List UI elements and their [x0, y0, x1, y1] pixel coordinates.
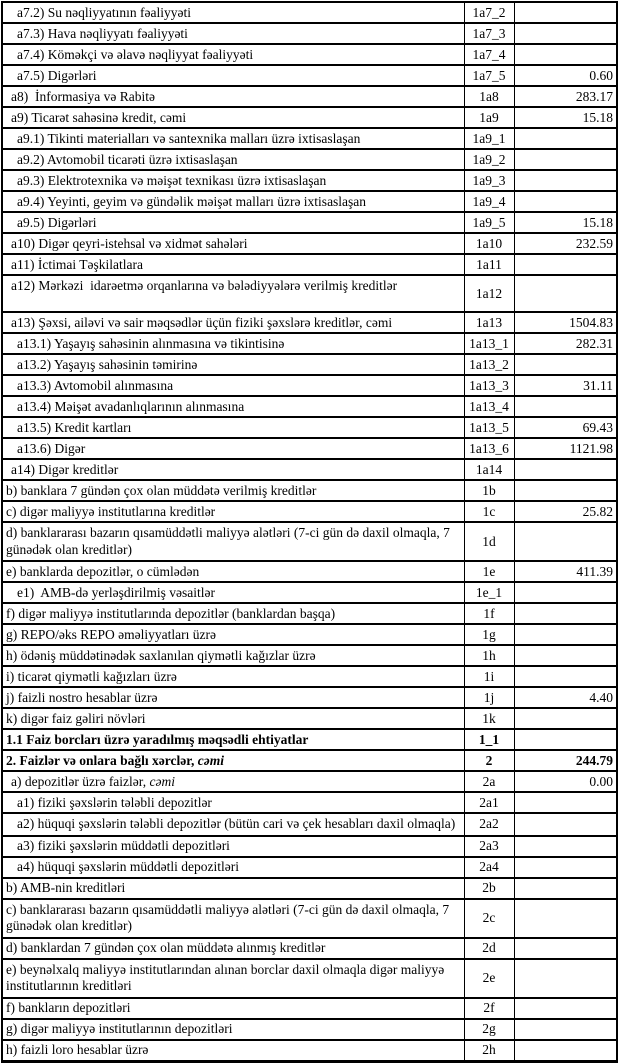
- row-code: 2f: [464, 998, 514, 1019]
- row-code: 1d: [464, 522, 514, 561]
- table-row: [2, 561, 617, 582]
- row-label-text: b) banklara 7 gündən çox olan müddətə verilmiş kreditlər: [6, 482, 317, 498]
- row-label: [2, 191, 464, 212]
- row-code: 1a11: [464, 254, 514, 275]
- row-label: [2, 836, 464, 857]
- table-row: [2, 312, 617, 333]
- table-row: [2, 1040, 617, 1062]
- row-label: [2, 312, 464, 333]
- row-value: 15.18: [514, 212, 617, 233]
- row-value: [514, 603, 617, 624]
- row-code: 1a13_3: [464, 375, 514, 396]
- row-value: [514, 857, 617, 878]
- row-value: 0.00: [514, 771, 617, 792]
- row-label-text: a13.1) Yaşayış sahəsinin alınmasına və tikintisinə: [17, 335, 285, 351]
- table-row: [2, 333, 617, 354]
- row-label-text: a) depozitlər üzrə faizlər,: [11, 773, 150, 789]
- row-label-text: a11) İctimai Təşkilatlara: [11, 256, 143, 272]
- row-label: [2, 354, 464, 375]
- row-value: [514, 354, 617, 375]
- row-code: 1a9_5: [464, 212, 514, 233]
- row-value: [514, 254, 617, 275]
- row-label-text: h) ödəniş müddətinədək saxlanılan qiymətli kağızlar üzrə: [6, 647, 316, 663]
- table-row: [2, 792, 617, 813]
- row-label-text: j) faizli nostro hesablar üzrə: [6, 689, 158, 705]
- row-code: 2a2: [464, 813, 514, 836]
- row-label: [2, 417, 464, 438]
- row-label: [2, 333, 464, 354]
- row-label: [2, 878, 464, 899]
- row-label-text: a3) fiziki şəxslərin müddətli depozitləri: [17, 838, 230, 853]
- row-code: 1a10: [464, 233, 514, 254]
- table-row: [2, 687, 617, 708]
- table-row: [2, 170, 617, 191]
- table-row: [2, 375, 617, 396]
- row-label-text: a7.4) Köməkçi və əlavə nəqliyyat fəaliyyəti: [17, 46, 254, 62]
- row-code: 1c: [464, 501, 514, 522]
- row-code: 2a3: [464, 836, 514, 857]
- row-label: [2, 561, 464, 582]
- row-label: [2, 480, 464, 501]
- row-value: [514, 878, 617, 899]
- row-value: [514, 666, 617, 687]
- row-code: 1a9_2: [464, 149, 514, 170]
- row-code: 2e: [464, 959, 514, 998]
- row-label: [2, 212, 464, 233]
- row-code: 1f: [464, 603, 514, 624]
- table-row: [2, 729, 617, 750]
- row-code: 1j: [464, 687, 514, 708]
- row-label: [2, 857, 464, 878]
- table-row: [2, 354, 617, 375]
- row-label-text: d) banklardan 7 gündən çox olan müddətə alınmış kreditlər: [6, 940, 326, 955]
- table-row: [2, 959, 617, 998]
- row-value: [514, 708, 617, 729]
- row-label: [2, 813, 464, 836]
- table-row: [2, 254, 617, 275]
- row-value: 283.17: [514, 86, 617, 107]
- table-row: [2, 603, 617, 624]
- row-value: [514, 582, 617, 603]
- row-value: [514, 275, 617, 312]
- row-label: [2, 687, 464, 708]
- row-code: 2d: [464, 938, 514, 959]
- row-label-text: a9.4) Yeyinti, geyim və gündəlik məişət malları üzrə ixtisaslaşan: [17, 193, 367, 209]
- row-label-text: e) beynəlxalq maliyyə institutlarından alınan borclar daxil olmaqla digər maliyyə institutlarının kreditləri: [6, 961, 448, 993]
- row-label: [2, 729, 464, 750]
- row-value: [514, 836, 617, 857]
- table-row: [2, 878, 617, 899]
- row-code: 1a9_3: [464, 170, 514, 191]
- row-code: 1_1: [464, 729, 514, 750]
- row-label: [2, 44, 464, 65]
- row-label: [2, 23, 464, 44]
- row-label: [2, 582, 464, 603]
- row-value: [514, 998, 617, 1019]
- table-row: [2, 275, 617, 312]
- row-label-text: a10) Digər qeyri-istehsal və xidmət sahələri: [11, 235, 248, 251]
- row-code: 1h: [464, 645, 514, 666]
- table-row: [2, 86, 617, 107]
- row-code: 1a12: [464, 275, 514, 312]
- row-label: [2, 1040, 464, 1062]
- row-code: 2: [464, 750, 514, 771]
- table-row: [2, 212, 617, 233]
- row-code: 1a9_4: [464, 191, 514, 212]
- row-value: [514, 522, 617, 561]
- row-label: [2, 396, 464, 417]
- table-row: [2, 899, 617, 938]
- table-row: [2, 1019, 617, 1040]
- row-label: [2, 275, 464, 312]
- row-label: [2, 2, 464, 23]
- row-value: [514, 44, 617, 65]
- table-row: [2, 708, 617, 729]
- row-value: [514, 191, 617, 212]
- row-label: [2, 375, 464, 396]
- row-code: 1b: [464, 480, 514, 501]
- row-code: 1a9: [464, 107, 514, 128]
- row-label-text: a13.4) Məişət avadanlıqlarının alınmasına: [17, 398, 245, 414]
- table-row: [2, 44, 617, 65]
- row-code: 2a4: [464, 857, 514, 878]
- row-value: [514, 23, 617, 44]
- table-row: [2, 666, 617, 687]
- table-row: [2, 771, 617, 792]
- table-row: [2, 480, 617, 501]
- row-code: 2a: [464, 771, 514, 792]
- row-value: 232.59: [514, 233, 617, 254]
- row-label-text: a13) Şəxsi, ailəvi və sair məqsədlər üçün fiziki şəxslərə kreditlər, cəmi: [11, 314, 393, 330]
- table-row: [2, 233, 617, 254]
- row-code: 1a13_1: [464, 333, 514, 354]
- row-label-text: a13.2) Yaşayış sahəsinin təmirinə: [17, 356, 198, 372]
- row-value: [514, 2, 617, 23]
- row-label-text: k) digər faiz gəliri növləri: [6, 710, 146, 726]
- row-value: [514, 128, 617, 149]
- row-value: 15.18: [514, 107, 617, 128]
- row-label-text: c) digər maliyyə institutlarına kreditlər: [6, 503, 216, 519]
- row-code: 2g: [464, 1019, 514, 1040]
- row-label-text: a7.5) Digərləri: [17, 67, 97, 83]
- row-value: [514, 792, 617, 813]
- table-row: [2, 128, 617, 149]
- table-row: [2, 191, 617, 212]
- row-label: [2, 708, 464, 729]
- row-label-text: a7.2) Su nəqliyyatının fəaliyyəti: [17, 4, 191, 20]
- row-label-text: a12) Mərkəzi idarəetmə orqanlarına və bələdiyyələrə verilmiş kreditlər: [11, 277, 398, 293]
- table-row: [2, 65, 617, 86]
- table-row: [2, 836, 617, 857]
- row-code: 1a7_4: [464, 44, 514, 65]
- row-label-text: a9.2) Avtomobil ticarəti üzrə ixtisaslaşan: [17, 151, 238, 167]
- row-label: [2, 771, 464, 792]
- row-value: [514, 459, 617, 480]
- row-label: [2, 624, 464, 645]
- row-label: [2, 998, 464, 1019]
- row-label-text: a1) fiziki şəxslərin tələbli depozitlər: [17, 794, 212, 810]
- row-value: 411.39: [514, 561, 617, 582]
- row-label: [2, 899, 464, 938]
- row-code: 2a1: [464, 792, 514, 813]
- row-label: [2, 65, 464, 86]
- table-body: [2, 2, 617, 1061]
- row-label-text: i) ticarət qiymətli kağızları üzrə: [6, 668, 177, 684]
- row-code: 1a13_6: [464, 438, 514, 459]
- table-row: [2, 396, 617, 417]
- row-label-text: g) REPO/əks REPO əməliyyatları üzrə: [6, 626, 216, 642]
- row-code: 2c: [464, 899, 514, 938]
- row-value: 244.79: [514, 750, 617, 771]
- row-value: 1121.98: [514, 438, 617, 459]
- row-label: [2, 149, 464, 170]
- row-code: 1a7_5: [464, 65, 514, 86]
- row-value: 25.82: [514, 501, 617, 522]
- row-value: 282.31: [514, 333, 617, 354]
- row-label-text: a2) hüquqi şəxslərin tələbli depozitlər (bütün cari və çek hesabları daxil olmaqla): [17, 816, 456, 831]
- table-row: [2, 582, 617, 603]
- table-row: [2, 23, 617, 44]
- row-label-text: a13.6) Digər: [17, 440, 86, 456]
- row-code: 1i: [464, 666, 514, 687]
- row-label-text: e1) AMB-də yerləşdirilmiş vəsaitlər: [17, 584, 215, 600]
- row-label: [2, 603, 464, 624]
- table-row: [2, 624, 617, 645]
- row-value: [514, 899, 617, 938]
- row-code: 1g: [464, 624, 514, 645]
- report-table: [1, 1, 618, 1063]
- row-value: [514, 480, 617, 501]
- row-label-text: a9.5) Digərləri: [17, 214, 97, 230]
- row-label: [2, 959, 464, 998]
- row-value: [514, 396, 617, 417]
- row-label-text: a13.5) Kredit kartları: [17, 419, 132, 435]
- row-label: [2, 254, 464, 275]
- row-value: 0.60: [514, 65, 617, 86]
- row-value: [514, 813, 617, 836]
- row-code: 1a13: [464, 312, 514, 333]
- row-code: 1a7_3: [464, 23, 514, 44]
- row-label: [2, 501, 464, 522]
- row-label: [2, 233, 464, 254]
- row-label-text: b) AMB-nin kreditləri: [6, 880, 126, 895]
- row-label-text: a13.3) Avtomobil alınmasına: [17, 377, 174, 393]
- row-value: [514, 149, 617, 170]
- row-label-text: f) digər maliyyə institutlarında depozitlər (banklardan başqa): [6, 605, 336, 621]
- row-code: 1a8: [464, 86, 514, 107]
- row-label-text: d) banklararası bazarın qısamüddətli maliyyə alətləri (7-ci gün də daxil olmaqla, 7 günədək olan kreditlər): [6, 525, 454, 557]
- row-label-text: h) faizli loro hesablar üzrə: [6, 1042, 149, 1057]
- row-label: [2, 459, 464, 480]
- row-code: 1k: [464, 708, 514, 729]
- row-value: [514, 645, 617, 666]
- row-label-text: a9) Ticarət sahəsinə kredit, cəmi: [11, 109, 187, 125]
- row-value: 69.43: [514, 417, 617, 438]
- row-label: [2, 750, 464, 771]
- row-label: [2, 645, 464, 666]
- row-label-text: a4) hüquqi şəxslərin müddətli depozitləri: [17, 859, 239, 874]
- row-label: [2, 522, 464, 561]
- row-code: 1a13_5: [464, 417, 514, 438]
- row-code: 1e: [464, 561, 514, 582]
- row-label-text: c) banklararası bazarın qısamüddətli maliyyə alətləri (7-ci gün də daxil olmaqla, 7 günədək olan kreditlər): [6, 901, 453, 933]
- table-row: [2, 645, 617, 666]
- row-value: [514, 729, 617, 750]
- row-label-italic-suffix: cəmi: [197, 752, 224, 768]
- row-label: [2, 792, 464, 813]
- row-label-text: a14) Digər kreditlər: [11, 461, 119, 477]
- table-row: [2, 438, 617, 459]
- row-value: [514, 1040, 617, 1062]
- row-label-text: f) bankların depozitləri: [6, 1000, 131, 1015]
- table-row: [2, 417, 617, 438]
- row-code: 1a13_4: [464, 396, 514, 417]
- row-label-italic-suffix: cəmi: [149, 773, 175, 789]
- table-row: [2, 501, 617, 522]
- row-value: [514, 624, 617, 645]
- table-row: [2, 998, 617, 1019]
- row-code: 1a9_1: [464, 128, 514, 149]
- row-label-text: 1.1 Faiz borcları üzrə yaradılmış məqsədli ehtiyatlar: [6, 731, 309, 747]
- row-value: 1504.83: [514, 312, 617, 333]
- row-label: [2, 938, 464, 959]
- table-row: [2, 459, 617, 480]
- row-label: [2, 1019, 464, 1040]
- table-row: [2, 522, 617, 561]
- row-label: [2, 128, 464, 149]
- row-label: [2, 107, 464, 128]
- row-code: 1a13_2: [464, 354, 514, 375]
- row-label: [2, 666, 464, 687]
- row-code: 2h: [464, 1040, 514, 1062]
- table-row: [2, 813, 617, 836]
- row-code: 1a7_2: [464, 2, 514, 23]
- row-value: [514, 959, 617, 998]
- table-row: [2, 107, 617, 128]
- row-label-text: a7.3) Hava nəqliyyatı fəaliyyəti: [17, 25, 188, 41]
- row-label-text: e) banklarda depozitlər, o cümlədən: [6, 563, 200, 579]
- row-label: [2, 86, 464, 107]
- row-code: 1a14: [464, 459, 514, 480]
- row-code: 1e_1: [464, 582, 514, 603]
- table-row: [2, 2, 617, 23]
- row-label-text: 2. Faizlər və onlara bağlı xərclər,: [6, 752, 198, 768]
- table-row: [2, 938, 617, 959]
- table-row: [2, 149, 617, 170]
- row-label-text: a9.1) Tikinti materialları və santexnika malları üzrə ixtisaslaşan: [17, 130, 361, 146]
- row-code: 2b: [464, 878, 514, 899]
- row-value: [514, 1019, 617, 1040]
- table-row: [2, 857, 617, 878]
- row-label-text: g) digər maliyyə institutlarının depozitləri: [6, 1021, 233, 1036]
- row-value: 4.40: [514, 687, 617, 708]
- table-row: [2, 750, 617, 771]
- row-label-text: a8) İnformasiya və Rabitə: [11, 88, 155, 104]
- row-value: [514, 938, 617, 959]
- row-value: [514, 170, 617, 191]
- row-label: [2, 170, 464, 191]
- row-label-text: a9.3) Elektrotexnika və məişət texnikası üzrə ixtisaslaşan: [17, 172, 327, 188]
- row-value: 31.11: [514, 375, 617, 396]
- row-label: [2, 438, 464, 459]
